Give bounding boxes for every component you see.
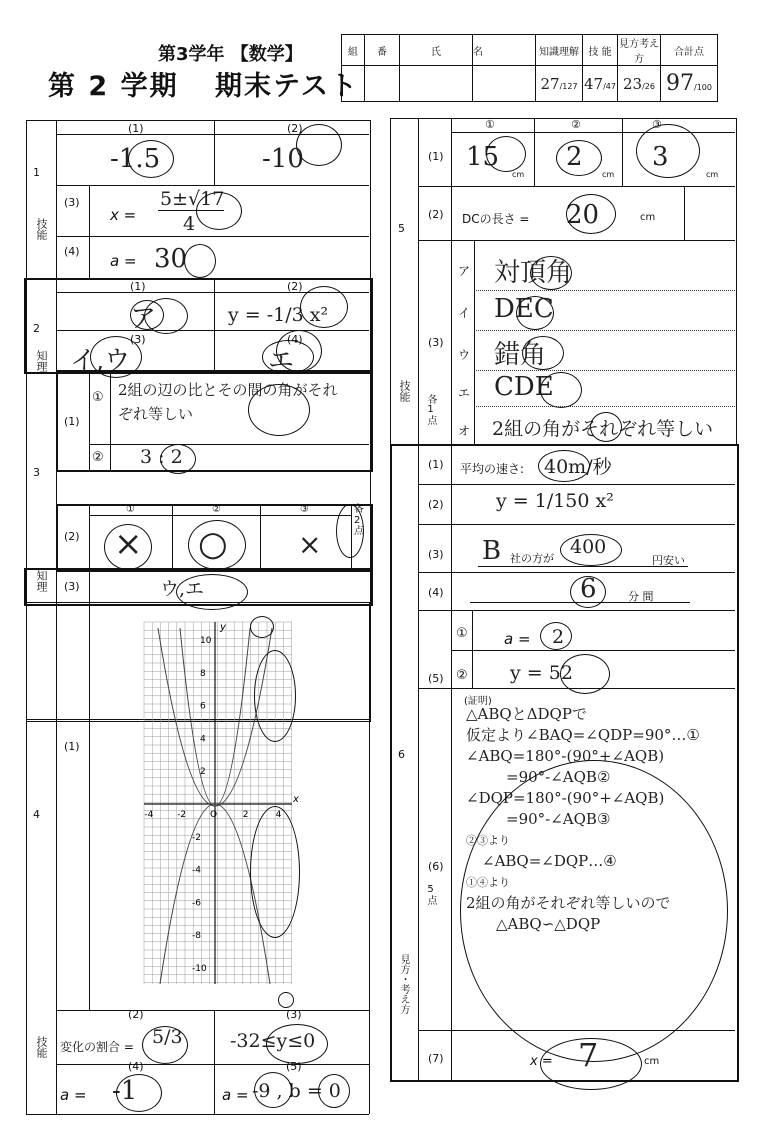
section-5-points: 各1点	[425, 394, 436, 425]
proof-line: ①④より	[466, 876, 510, 889]
q1-4-label: a =	[110, 252, 137, 270]
proof-line: =90°-∠AQB②	[506, 768, 611, 786]
q6-2-num: (2)	[428, 498, 444, 511]
proof-line: ∠ABQ=180°-(90°+∠AQB)	[466, 747, 665, 765]
correct-mark	[266, 1024, 328, 1064]
section-3-label: 知理	[35, 570, 48, 592]
section-6-points: 5点	[425, 884, 436, 905]
correct-mark	[570, 576, 606, 608]
correct-mark	[128, 140, 174, 178]
q5-3-answer-e: CDE	[494, 372, 554, 402]
col-name-a: 氏	[400, 35, 473, 66]
title-test: 期末テスト	[215, 71, 359, 102]
correct-mark	[540, 1038, 642, 1090]
q5-1-c1: ①	[485, 118, 495, 131]
correct-mark	[300, 286, 348, 328]
q5-1-unit-3: cm	[706, 170, 719, 179]
graph-y-tick: -4	[192, 865, 201, 876]
q1-3-num: (3)	[64, 196, 80, 209]
section-1-number: 1	[33, 166, 40, 179]
q2-4-num: (4)	[287, 333, 303, 346]
q3-2-points: 各2点	[354, 504, 364, 537]
graph-y-tick: -6	[192, 898, 201, 909]
graph-y-tick: -8	[192, 931, 201, 942]
graph-x-tick: O	[210, 810, 218, 820]
q6-5-num: (5)	[428, 672, 444, 685]
q6-5-1-label: a =	[504, 630, 531, 648]
q3-2-answer-3: ×	[298, 528, 322, 561]
proof-line: ∠ABQ=∠DQP…④	[482, 852, 617, 870]
q6-7-answer: 7	[578, 1036, 599, 1074]
graph-y-tick: -10	[192, 964, 207, 974]
correct-mark	[248, 384, 310, 436]
q3-2-answer-1: ×	[114, 524, 143, 564]
q5-1-answer-1: 15	[466, 142, 500, 172]
col-skill: 技 能	[583, 35, 618, 66]
col-knowledge: 知識理解	[536, 35, 583, 66]
correct-mark	[540, 622, 572, 650]
col-total: 合計点	[661, 35, 718, 66]
q5-3-kana-o: オ	[458, 424, 471, 438]
proof-line: ∠DQP=180°-(90°+∠AQB)	[466, 789, 665, 807]
proof-line: 2組の角がそれぞれ等しいので	[466, 894, 671, 912]
q3-3-num: (3)	[64, 580, 80, 593]
q4-2-label: 変化の割合 =	[60, 1040, 134, 1054]
q2-3-num: (3)	[130, 333, 146, 346]
correct-mark	[254, 650, 296, 742]
correct-mark	[116, 1074, 162, 1112]
q5-3-kana-a: ア	[458, 264, 471, 278]
q4-5-answer: -9 , b = 0	[252, 1080, 341, 1102]
q6-6-num: (6)	[428, 860, 444, 873]
score-knowledge: 27/127	[536, 66, 583, 102]
graph-label-circle	[250, 616, 274, 638]
q2-1-num: (1)	[130, 280, 146, 293]
proof-line: =90°-∠AQB③	[506, 810, 611, 828]
q1-4-num: (4)	[64, 245, 80, 258]
proof-line: ②③より	[466, 834, 510, 847]
q4-4-label: a =	[60, 1086, 87, 1104]
graph-y-tick: 10	[200, 636, 212, 646]
correct-mark	[250, 806, 300, 938]
correct-mark	[540, 372, 582, 408]
q6-7-label: x =	[530, 1054, 553, 1069]
q3-1-num: (1)	[64, 415, 80, 428]
q5-3-answer-u: 錯角	[494, 340, 547, 370]
col-class: 組	[342, 35, 365, 66]
q3-3-answer: ウ,エ	[160, 578, 205, 600]
correct-mark	[590, 412, 622, 442]
graph-label-circle	[278, 992, 294, 1008]
graph-x-tick: -2	[177, 810, 187, 820]
proof-line: 仮定より∠BAQ=∠QDP=90°…①	[466, 726, 700, 744]
q1-1-num: (1)	[128, 122, 144, 135]
q6-5-1-answer: 2	[552, 626, 565, 648]
q6-1-answer: 40m/秒	[544, 456, 612, 478]
correct-mark	[486, 136, 526, 172]
q6-6-proof-label: (証明)	[464, 696, 492, 707]
q6-7-num: (7)	[428, 1052, 444, 1065]
q5-1-unit-1: cm	[512, 170, 525, 179]
q1-4-answer: 30	[154, 244, 188, 274]
q5-1-answer-3: 3	[652, 142, 669, 172]
section-2-number: 2	[33, 322, 40, 335]
q3-1-circle-1: ①	[92, 390, 104, 405]
correct-mark	[188, 520, 246, 570]
q5-1-c2: ②	[571, 118, 581, 131]
q5-2-unit: cm	[640, 212, 656, 223]
graph-y-tick: -2	[192, 832, 201, 843]
q6-5-c1: ①	[456, 626, 468, 641]
correct-mark	[104, 524, 152, 570]
q5-1-answer-2: 2	[566, 142, 583, 172]
q4-2-num: (2)	[128, 1008, 144, 1021]
correct-mark	[296, 124, 342, 166]
q2-2-answer: y = -1/3 x²	[228, 304, 329, 326]
section-1-label: 技能	[35, 218, 48, 240]
graph-x-tick: -4	[144, 810, 154, 820]
correct-mark	[460, 760, 728, 1062]
q3-1-2-answer: 3 : 2	[140, 446, 183, 468]
section-5-label: 技能	[398, 380, 411, 402]
q6-5-c2: ②	[456, 668, 468, 683]
correct-mark	[144, 298, 188, 334]
graph-x-tick: 4	[275, 810, 282, 820]
q2-4-answer: エ	[268, 346, 295, 376]
score-thinking: 23/26	[618, 66, 661, 102]
q3-1-1-answer: 2組の辺の比とその間の角がそれぞれ等しい	[118, 381, 338, 423]
q6-3-num: (3)	[428, 548, 444, 561]
q5-2-label: DCの長さ =	[462, 212, 530, 226]
q2-1-answer: ア	[130, 304, 157, 334]
graph-y-axis-label: y	[220, 622, 226, 633]
q2-2-num: (2)	[287, 280, 303, 293]
q6-4-unit: 分 間	[628, 590, 654, 603]
q6-3-mid: 社の方が	[510, 552, 554, 565]
section-6-label: 見方・考え方	[398, 954, 409, 1014]
correct-mark	[522, 336, 564, 370]
graph-x-axis-label: x	[293, 794, 299, 805]
graph-y-tick: 4	[200, 734, 206, 745]
q3-2-c3: ③	[300, 504, 309, 515]
graph-y-tick: 6	[200, 701, 206, 712]
section-2-label: 知理	[35, 350, 48, 372]
q5-3-kana-i: イ	[458, 306, 471, 320]
q5-3-answer-i: DEC	[494, 294, 554, 324]
q5-3-kana-u: ウ	[458, 348, 471, 362]
correct-mark	[254, 1072, 292, 1108]
score-table	[341, 34, 718, 102]
q6-1-num: (1)	[428, 458, 444, 471]
q3-2-c2: ②	[212, 504, 221, 515]
proof-line: △ABQとΔDQPで	[466, 705, 587, 723]
q5-3-num: (3)	[428, 336, 444, 349]
q5-1-c3: ③	[652, 118, 662, 131]
correct-mark	[556, 140, 602, 176]
q4-3-answer: -32≤y≤0	[230, 1030, 316, 1052]
grade-subject: 第3学年 【数学】	[158, 44, 303, 65]
section-4-number: 4	[33, 808, 40, 821]
q6-3-value: 400	[570, 536, 607, 558]
q5-2-num: (2)	[428, 208, 444, 221]
correct-mark	[516, 296, 554, 330]
q3-2-c1: ①	[126, 504, 135, 515]
q6-1-label: 平均の速さ:	[460, 462, 525, 476]
q5-3-answer-a: 対頂角	[494, 258, 573, 288]
q4-4-num: (4)	[128, 1060, 144, 1073]
section-4-label: 技能	[35, 1036, 48, 1058]
correct-mark	[538, 450, 590, 482]
q5-1-unit-2: cm	[602, 170, 615, 179]
q1-1-answer: -1.5	[110, 144, 161, 174]
col-number: 番	[365, 35, 400, 66]
section-6-number: 6	[398, 748, 405, 761]
graph-y-tick: 8	[200, 668, 206, 679]
q4-5-num: (5)	[286, 1060, 302, 1073]
q4-4-answer: -1	[112, 1076, 138, 1106]
q1-2-answer: -10	[262, 144, 304, 174]
q6-4-num: (4)	[428, 586, 444, 599]
q4-5-label: a =	[222, 1086, 249, 1104]
graph-x-tick: 2	[242, 810, 249, 820]
q3-1-circle-2: ②	[92, 450, 104, 465]
q6-5-2-answer: y = 52	[510, 662, 573, 684]
proof-line: △ABQ∽△DQP	[496, 915, 601, 933]
q4-2-answer: 5/3	[152, 1026, 183, 1048]
col-thinking: 見方考え方	[618, 35, 661, 66]
q3-2-answer-2: ○	[198, 524, 228, 564]
q6-3-company: B	[482, 536, 502, 566]
graph-y-tick: 2	[200, 767, 206, 778]
section-5-number: 5	[398, 222, 405, 235]
correct-mark	[318, 1074, 350, 1108]
q1-3-label: x =	[110, 206, 137, 224]
correct-mark	[184, 244, 216, 278]
section-3-number: 3	[33, 466, 40, 479]
q6-4-answer: 6	[580, 574, 597, 604]
q1-2-num: (2)	[287, 122, 303, 135]
q3-2-num: (2)	[64, 530, 80, 543]
correct-mark	[142, 1026, 188, 1064]
q6-3-tail: 円安い	[652, 554, 685, 567]
q5-3-answer-o: 2組の角がそれぞれ等しい	[492, 418, 714, 440]
correct-mark	[160, 444, 196, 474]
correct-mark	[560, 534, 622, 566]
q5-2-answer: 20	[566, 200, 600, 230]
correct-mark	[276, 330, 322, 372]
col-name-b: 名	[473, 35, 536, 66]
score-total: 97/100	[661, 66, 718, 102]
q5-3-kana-e: エ	[458, 386, 471, 400]
correct-mark	[530, 256, 572, 290]
q6-2-answer: y = 1/150 x²	[496, 490, 614, 512]
correct-mark	[196, 192, 242, 230]
q4-3-num: (3)	[286, 1008, 302, 1021]
q4-1-num: (1)	[64, 740, 80, 753]
q5-1-num: (1)	[428, 150, 444, 163]
correct-mark	[636, 124, 700, 178]
q2-3-answer: イ,ウ	[70, 346, 131, 376]
title-term: 第 2 学期	[48, 71, 179, 102]
q1-3-numerator: 5±√17	[160, 188, 225, 210]
score-skill: 47/47	[583, 66, 618, 102]
q1-3-denominator: 4	[183, 213, 196, 235]
correct-mark	[566, 194, 616, 234]
q6-7-unit: cm	[644, 1056, 660, 1067]
